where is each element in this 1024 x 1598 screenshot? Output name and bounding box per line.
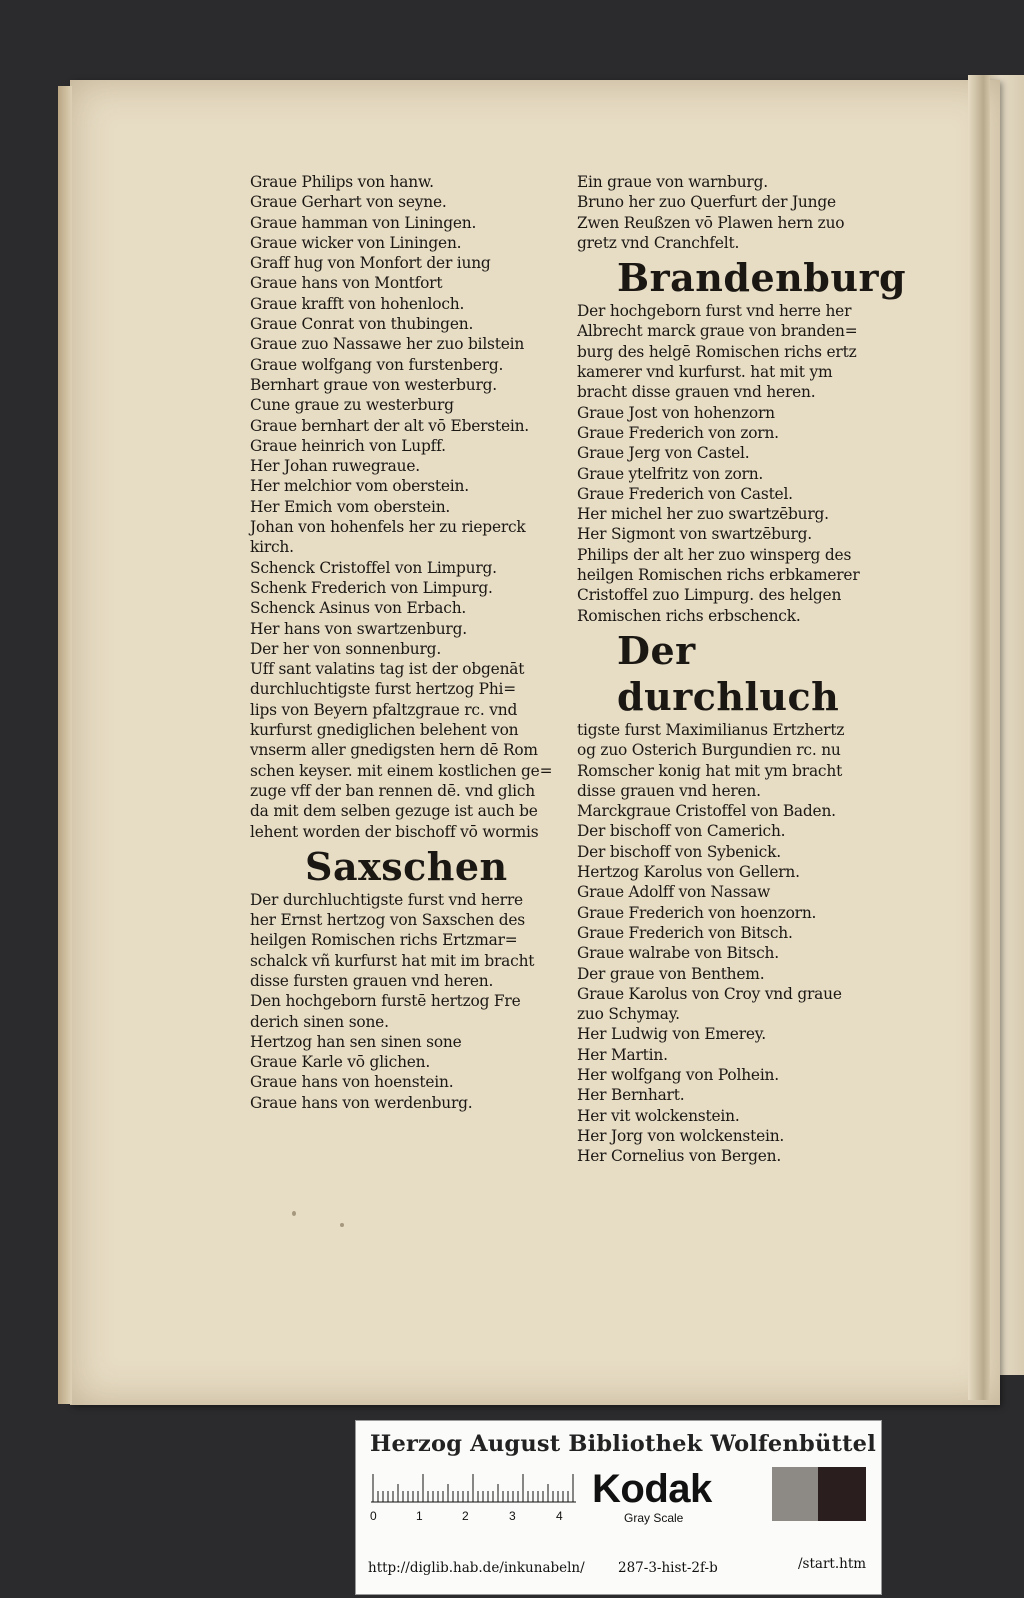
text-line: schen keyser. mit einem kostlichen ge= bbox=[250, 761, 553, 780]
text-line: Graue hans von Montfort bbox=[250, 274, 443, 293]
archive-label bbox=[355, 1420, 882, 1595]
text-line: Graue krafft von hohenloch. bbox=[250, 294, 465, 313]
text-line: Schenck Asinus von Erbach. bbox=[250, 599, 467, 618]
text-line: Graue Frederich von Bitsch. bbox=[577, 923, 793, 942]
text-line: gretz vnd Cranchfelt. bbox=[577, 233, 740, 252]
ink-spot bbox=[292, 1211, 296, 1216]
text-line: da mit dem selben gezuge ist auch be bbox=[250, 802, 538, 821]
text-line: Zwen Reußzen vō Plawen hern zuo bbox=[577, 213, 845, 232]
ruler-number: 4 bbox=[556, 1509, 563, 1523]
text-line: Romischen richs erbschenck. bbox=[577, 606, 801, 625]
text-line: Graue hans von werdenburg. bbox=[250, 1093, 473, 1112]
right-mid-lines bbox=[577, 301, 902, 626]
ruler-number: 0 bbox=[370, 1509, 377, 1523]
text-line: Der durchluchtigste furst vnd herre bbox=[250, 890, 523, 909]
text-line: Her michel her zuo swartzēburg. bbox=[577, 505, 829, 524]
text-line: Graue zuo Nassawe her zuo bilstein bbox=[250, 335, 525, 354]
text-line: zuo Schymay. bbox=[577, 1005, 680, 1024]
text-line: Graue Frederich von Castel. bbox=[577, 484, 793, 503]
text-line: Graff hug von Monfort der iung bbox=[250, 254, 491, 273]
text-line: Her Sigmont von swartzēburg. bbox=[577, 525, 812, 544]
text-line: Her wolfgang von Polhein. bbox=[577, 1065, 779, 1084]
text-line: Graue wicker von Liningen. bbox=[250, 233, 462, 252]
text-line: Cristoffel zuo Limpurg. des helgen bbox=[577, 586, 842, 605]
text-line: Graue Frederich von hoenzorn. bbox=[577, 903, 817, 922]
text-line: Her Bernhart. bbox=[577, 1086, 685, 1105]
text-line: Graue Karolus von Croy vnd graue bbox=[577, 984, 842, 1003]
text-line: Graue hamman von Liningen. bbox=[250, 213, 477, 232]
right-text-column bbox=[577, 172, 907, 1166]
text-line: Marckgraue Cristoffel von Baden. bbox=[577, 802, 836, 821]
text-line: Graue Karle vō glichen. bbox=[250, 1053, 431, 1072]
gray-scale-caption: Gray Scale bbox=[624, 1511, 684, 1525]
text-line: Graue Conrat von thubingen. bbox=[250, 315, 474, 334]
ruler-numbers bbox=[370, 1509, 580, 1525]
text-line: Der graue von Benthem. bbox=[577, 964, 765, 983]
text-line: Her vit wolckenstein. bbox=[577, 1106, 740, 1125]
text-line: zuge vff der ban rennen dē. vnd glich bbox=[250, 781, 536, 800]
left-top-lines bbox=[250, 172, 570, 842]
text-line: Ein graue von warnburg. bbox=[577, 173, 768, 191]
text-line: Hertzog han sen sinen sone bbox=[250, 1032, 462, 1051]
text-line: durchluchtigste furst hertzog Phi= bbox=[250, 680, 516, 699]
text-line: Her Martin. bbox=[577, 1045, 668, 1064]
text-line: Her Ludwig von Emerey. bbox=[577, 1025, 766, 1044]
text-line: kurfurst gnediglichen belehent von bbox=[250, 721, 519, 740]
text-line: Graue Jerg von Castel. bbox=[577, 444, 750, 463]
text-line: disse grauen vnd heren. bbox=[577, 781, 761, 800]
text-line: Schenk Frederich von Limpurg. bbox=[250, 578, 493, 597]
start-link-text: /start.htm bbox=[798, 1556, 867, 1572]
text-line: heilgen Romischen richs erbkamerer bbox=[577, 566, 860, 585]
text-line: Graue walrabe von Bitsch. bbox=[577, 944, 779, 963]
text-line: Den hochgeborn furstē hertzog Fre bbox=[250, 992, 521, 1011]
text-line: Graue bernhart der alt vō Eberstein. bbox=[250, 416, 529, 435]
text-line: disse fursten grauen vnd heren. bbox=[250, 971, 494, 990]
text-line: Her melchior vom oberstein. bbox=[250, 477, 469, 496]
text-line: Philips der alt her zuo winsperg des bbox=[577, 545, 852, 564]
text-line: Romscher konig hat mit ym bracht bbox=[577, 761, 843, 780]
text-line: Schenck Cristoffel von Limpurg. bbox=[250, 558, 497, 577]
text-line: burg des helgē Romischen richs ertz bbox=[577, 342, 857, 361]
text-line: Albrecht marck graue von branden= bbox=[577, 322, 858, 341]
page-gutter bbox=[968, 75, 990, 1400]
text-line: Graue Philips von hanw. bbox=[250, 173, 434, 191]
text-line: Bruno her zuo Querfurt der Junge bbox=[577, 193, 836, 212]
text-line: heilgen Romischen richs Ertzmar= bbox=[250, 931, 518, 950]
ruler-number: 2 bbox=[462, 1509, 469, 1523]
text-line: Graue hans von hoenstein. bbox=[250, 1073, 454, 1092]
ink-spot bbox=[340, 1223, 344, 1227]
text-line: Her Johan ruwegraue. bbox=[250, 457, 420, 476]
text-line: Johan von hohenfels her zu rieperck bbox=[250, 518, 526, 537]
text-line: derich sinen sone. bbox=[250, 1012, 389, 1031]
right-bottom-lines bbox=[577, 720, 902, 1167]
text-line: Graue Gerhart von seyne. bbox=[250, 193, 447, 212]
text-line: vnserm aller gnedigsten hern dē Rom bbox=[250, 741, 538, 760]
text-line: Graue Adolff von Nassaw bbox=[577, 883, 771, 902]
scale-ruler bbox=[371, 1473, 576, 1503]
text-line: Her Emich vom oberstein. bbox=[250, 497, 451, 516]
text-line: Cune graue zu westerburg bbox=[250, 396, 454, 415]
source-url: http://diglib.hab.de/inkunabeln/ bbox=[368, 1560, 585, 1576]
ruler-number: 1 bbox=[416, 1509, 423, 1523]
left-bottom-lines bbox=[250, 890, 570, 1113]
heading-der-durchluch: Der durchluch bbox=[617, 627, 840, 719]
text-line: lips von Beyern pfaltzgraue rc. vnd bbox=[250, 700, 518, 719]
text-line: kamerer vnd kurfurst. hat mit ym bbox=[577, 363, 833, 382]
shelfmark: 287-3-hist-2f-b bbox=[618, 1560, 718, 1576]
text-line: Der hochgeborn furst vnd herre her bbox=[577, 302, 852, 321]
text-line: Der bischoff von Camerich. bbox=[577, 822, 786, 841]
right-top-lines bbox=[577, 172, 902, 253]
gray-patch bbox=[772, 1467, 818, 1521]
text-line: Hertzog Karolus von Gellern. bbox=[577, 863, 800, 882]
dark-patch bbox=[818, 1467, 866, 1521]
heading-brandenburg: Brandenburg bbox=[617, 255, 907, 301]
text-line: schalck vñ kurfurst hat mit im bracht bbox=[250, 951, 535, 970]
text-line: Graue ytelfritz von zorn. bbox=[577, 464, 764, 483]
text-line: Her hans von swartzenburg. bbox=[250, 619, 467, 638]
kodak-logo: Kodak bbox=[592, 1467, 712, 1511]
text-line: Uff sant valatins tag ist der obgenāt bbox=[250, 660, 525, 679]
text-line: Her Cornelius von Bergen. bbox=[577, 1147, 782, 1166]
left-text-column bbox=[250, 172, 570, 1113]
text-line: kirch. bbox=[250, 538, 294, 557]
heading-saxschen: Saxschen bbox=[305, 843, 508, 889]
text-line: Graue wolfgang von furstenberg. bbox=[250, 355, 504, 374]
text-line: Graue Jost von hohenzorn bbox=[577, 403, 775, 422]
text-line: Graue Frederich von zorn. bbox=[577, 423, 779, 442]
text-line: her Ernst hertzog von Saxschen des bbox=[250, 911, 525, 930]
text-line: tigste furst Maximilianus Ertzhertz bbox=[577, 720, 845, 739]
text-line: Der bischoff von Sybenick. bbox=[577, 842, 781, 861]
text-line: Der her von sonnenburg. bbox=[250, 639, 442, 658]
library-name: Herzog August Bibliothek Wolfenbüttel bbox=[370, 1431, 876, 1457]
text-line: Her Jorg von wolckenstein. bbox=[577, 1126, 785, 1145]
text-line: bracht disse grauen vnd heren. bbox=[577, 383, 816, 402]
text-line: og zuo Osterich Burgundien rc. nu bbox=[577, 741, 841, 760]
text-line: Graue heinrich von Lupff. bbox=[250, 436, 446, 455]
text-line: Bernhart graue von westerburg. bbox=[250, 375, 497, 394]
text-line: lehent worden der bischoff vō wormis bbox=[250, 822, 539, 841]
ruler-number: 3 bbox=[509, 1509, 516, 1523]
